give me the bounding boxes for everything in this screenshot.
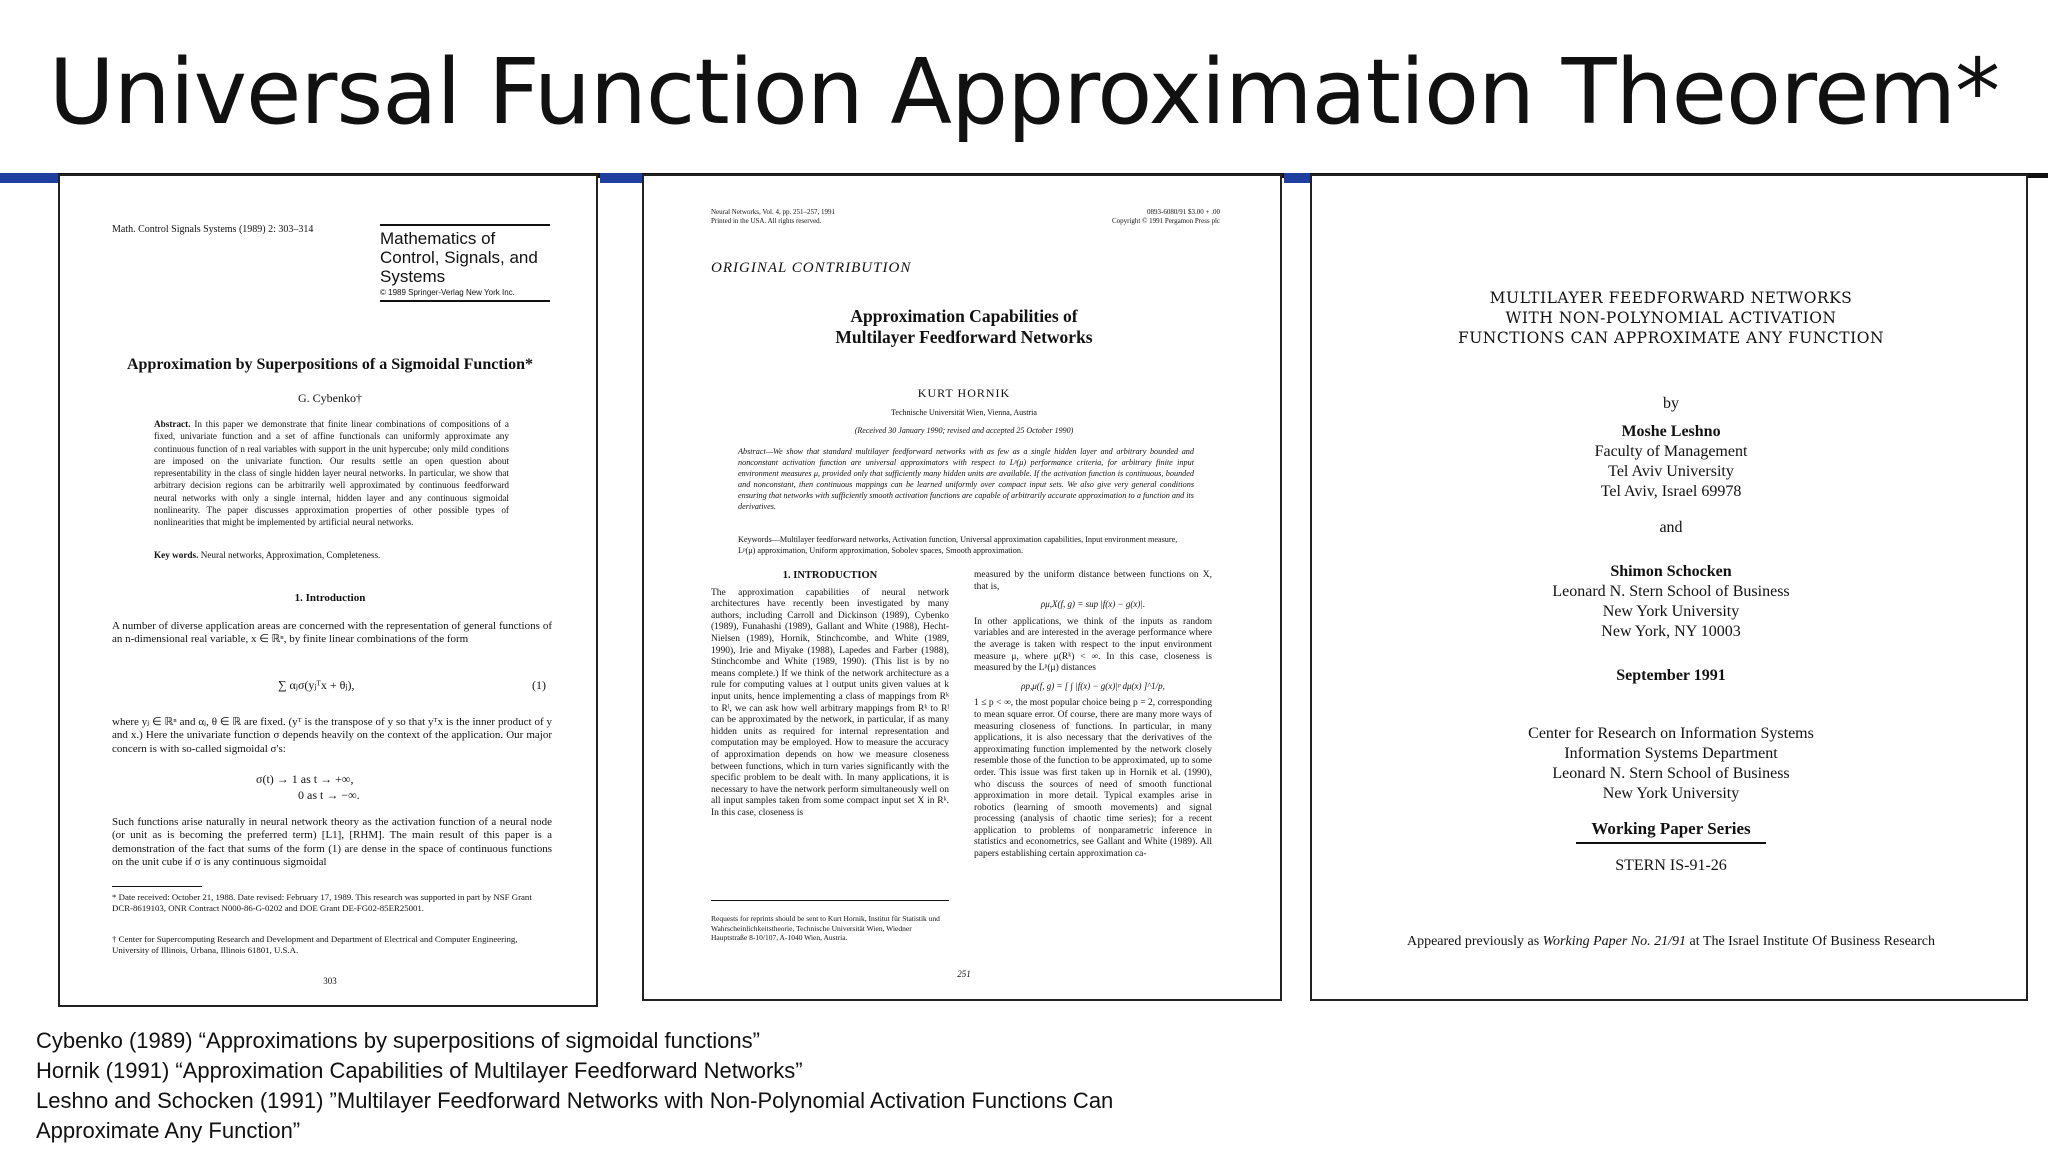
paper-keywords: Key words. Neural networks, Approximation, Completeness. [154, 550, 381, 560]
paper-date: September 1991 [1616, 667, 1726, 684]
intro-paragraph-1: A number of diverse application areas are concerned with the representation of general functions of an n-dimensional real variable, x ∈ ℝⁿ, by finite linear combinations of the form [112, 620, 552, 646]
slide-title: Universal Function Approximation Theorem* [48, 40, 2000, 145]
footnote-rule [711, 900, 949, 901]
accent-band-mid-1 [600, 173, 642, 183]
right-equation-1: ρμ,X(f, g) = sup |f(x) − g(x)|. [1040, 599, 1146, 610]
author-2-block: Shimon Schocken Leonard N. Stern School of Business New York University New York, NY 10003 [1312, 562, 2028, 642]
equation-2a: σ(t) → 1 as t → +∞, [256, 772, 354, 786]
footnote-1: * Date received: October 21, 1988. Date revised: February 17, 1989. This research was supported in part by NSF Grant DCR-8619103, ONR Contract N000-86-G-0202 and DOE Grant DE-FG02-85ER25001. [112, 892, 532, 913]
footnote-2: † Center for Supercomputing Research and Development and Department of Electrical and Computer Engineering, University of Illinois, Urbana, Illinois 61801, U.S.A. [112, 934, 518, 955]
paper-title: Approximation Capabilities of Multilayer Feedforward Networks [835, 306, 1093, 347]
previously-appeared: Appeared previously as Working Paper No. 21/91 at The Israel Institute Of Business Research [1406, 934, 1935, 949]
section-heading: 1. INTRODUCTION [782, 570, 878, 581]
paper-page-hornik [642, 174, 1282, 1001]
equation-2b: 0 as t → −∞. [298, 788, 360, 802]
citation-hornik: Hornik (1991) “Approximation Capabilities of Multilayer Feedforward Networks” [36, 1058, 803, 1083]
right-equation-2: ρp,μ(f, g) = [ ∫ |f(x) − g(x)|ᵖ dμ(x) ]^1/p, [1021, 680, 1165, 691]
header-right: 0893-6080/91 $3.00 + .00 Copyright © 1991 Pergamon Press plc [1111, 208, 1220, 225]
and-label: and [1659, 519, 1683, 536]
paper-author: KURT HORNIK [917, 386, 1011, 400]
left-column [711, 570, 949, 819]
right-column-text-1: measured by the uniform distance between functions on X, that is, [974, 570, 1212, 592]
paper-abstract: Abstract—We show that standard multilayer feedforward networks with as few as a single hidden layer and arbitrary bounded and nonconstant activation function are universal approximators with respect to Lᵖ(μ) performance criteria, for arbitrary finite input environment measures μ, provided only that sufficiently many hidden units are available. If the activation function is continuous, bounded and nonconstant, then continuous mappings can be learned uniformly over compact input sets. We also give very general conditions ensuring that networks with sufficiently smooth activation functions are capable of arbitrarily accurate approximation to a function and its derivatives. [738, 447, 1194, 511]
by-label: by [1663, 395, 1679, 412]
paper-affiliation: Technische Universität Wien, Vienna, Austria [891, 408, 1037, 417]
paper-title: Approximation by Superpositions of a Sigmoidal Function* [126, 356, 533, 373]
author-1-block: Moshe Leshno Faculty of Management Tel Aviv University Tel Aviv, Israel 69978 [1312, 422, 2028, 502]
page-number: 251 [957, 969, 971, 979]
series-id: STERN IS-91-26 [1615, 857, 1727, 874]
page-number: 303 [323, 976, 337, 986]
author-2: Shimon Schocken [1610, 563, 1732, 580]
citation-leshno: Leshno and Schocken (1991) ”Multilayer Feedforward Networks with Non-Polynomial Activation Functions Can Approximate Any Function” [36, 1088, 1114, 1143]
paper-received: (Received 30 January 1990; revised and accepted 25 October 1990) [854, 426, 1074, 435]
author-1: Moshe Leshno [1621, 423, 1721, 440]
section-heading: 1. Introduction [294, 592, 366, 604]
paper-page-cybenko [58, 174, 598, 1007]
journal-logo [380, 224, 550, 302]
series-underline [1576, 842, 1766, 844]
logo-title: Mathematics of Control, Signals, and Systems [380, 229, 538, 286]
footnote: Requests for reprints should be sent to Kurt Hornik, Institut für Statistik und Wahrscheinlichkeitstheorie, Technische Universität Wien, Wiedner Hauptstraße 8-10/107, A-1040 Wien, Austria. [711, 914, 940, 942]
section-label: ORIGINAL CONTRIBUTION [711, 260, 912, 276]
paper-keywords: Keywords—Multilayer feedforward networks, Activation function, Universal approximation capabilities, Input environment measure, Lᵖ(μ) approximation, Uniform approximation, Sobolev spaces, Smooth approximation. [738, 535, 1178, 555]
left-column-text: The approximation capabilities of neural network architectures have recently been investigated by many authors, including Carroll and Dickinson (1989), Cybenko (1989), Funahashi (1989), Gallant and White (1988), Hecht-Nielsen (1989), Hornik, Stinchcombe, and White (1989, 1990), Irie and Miyake (1988), Lapedes and Farber (1988), Stinchcombe and White (1989, 1990). (This list is by no means complete.) If we think of the network architecture as a rule for computing values at l output units given values at k input units, hence implementing a class of mappings from Rᵏ to Rˡ, we can ask how well arbitrary mappings from Rᵏ to Rˡ can be approximated by the network, in particular, if as many hidden units as required for internal representation and computation may be employed. How to measure the accuracy of approximation depends on how we measure closeness between functions, which in turn varies significantly with the specific problem to be dealt with. In many applications, it is necessary to have the network perform simultaneously well on all input samples taken from some compact input set X in Rᵏ. In this case, closeness is [711, 587, 949, 818]
journal-line: Math. Control Signals Systems (1989) 2: 303–314 [112, 224, 314, 235]
paper-page-leshno [1310, 174, 2028, 1001]
accent-band-left [0, 173, 58, 183]
series-label: Working Paper Series [1591, 819, 1751, 838]
intro-paragraph-2: where yⱼ ∈ ℝⁿ and αⱼ, θ ∈ ℝ are fixed. (yᵀ is the transpose of y so that yᵀx is the inner product of y and x.) Here the univariate function σ depends heavily on the context of the application. Our major concern is with so-called sigmoidal σ's: [112, 716, 552, 755]
right-column-text-2: In other applications, we think of the inputs as random variables and are interested in the average performance where the average is taken with respect to the input environment measure μ, where μ(Rᵏ) < ∞. In this case, closeness is measured by the Lᵖ(μ) distances [974, 616, 1212, 674]
citation-list [36, 1026, 1136, 1146]
header-left: Neural Networks, Vol. 4, pp. 251–257, 1991 Printed in the USA. All rights reserved. [711, 208, 835, 225]
right-column-text-3: 1 ≤ p < ∞, the most popular choice being p = 2, corresponding to mean square error. Of course, there are many more ways of measuring closeness of functions. In particular, in many applications, it is also necessary that the derivatives of the approximating function implemented by the network closely resemble those of the function to be approximated, up to some order. This issue was first taken up in Hornik et al. (1990), who discuss the sources of need of smooth functional approximation in more detail. Typical examples arise in robotics (learning of smooth movements) and signal processing (analysis of chaotic time series); for a recent application to problems of nonparametric inference in statistics and econometrics, see Gallant and White (1989). All papers establishing certain approximation ca- [974, 698, 1212, 860]
paper-author: G. Cybenko† [298, 391, 362, 405]
paper-abstract: Abstract. In this paper we demonstrate that finite linear combinations of compositions of a fixed, univariate function and a set of affine functionals can uniformly approximate any continuous function of n real variables with support in the unit hypercube; only mild conditions are imposed on the univariate function. Our results settle an open question about representability in the class of single hidden layer neural networks. In particular, we show that arbitrary decision regions can be arbitrarily well approximated by continuous feedforward neural networks with only a single internal, hidden layer and any continuous sigmoidal nonlinearity. The paper discusses approximation properties of other possible types of nonlinearities that might be implemented by artificial neural networks. [154, 419, 510, 528]
accent-band-mid-2 [1284, 173, 1310, 183]
right-column [974, 570, 1212, 861]
equation-1-number: (1) [532, 678, 546, 692]
intro-paragraph-3: Such functions arise naturally in neural network theory as the activation function of a neural node (or unit as is becoming the preferred term) [L1], [RHM]. The main result of this paper is a demonstration of the fact that sums of the form (1) are dense in the space of continuous functions on the unit cube if σ is any continuous sigmoidal [112, 816, 552, 869]
center-block: Center for Research on Information Systems Information Systems Department Leonard N. Stern School of Business New York University [1528, 725, 1814, 802]
paper-title: MULTILAYER FEEDFORWARD NETWORKS WITH NON-POLYNOMIAL ACTIVATION FUNCTIONS CAN APPROXIMATE ANY FUNCTION [1457, 289, 1885, 347]
footnote-rule [112, 886, 202, 887]
citation-cybenko: Cybenko (1989) “Approximations by superpositions of sigmoidal functions” [36, 1028, 760, 1053]
logo-copyright: © 1989 Springer-Verlag New York Inc. [380, 288, 515, 297]
equation-1: ∑ αⱼσ(yⱼᵀx + θⱼ), [278, 678, 355, 692]
